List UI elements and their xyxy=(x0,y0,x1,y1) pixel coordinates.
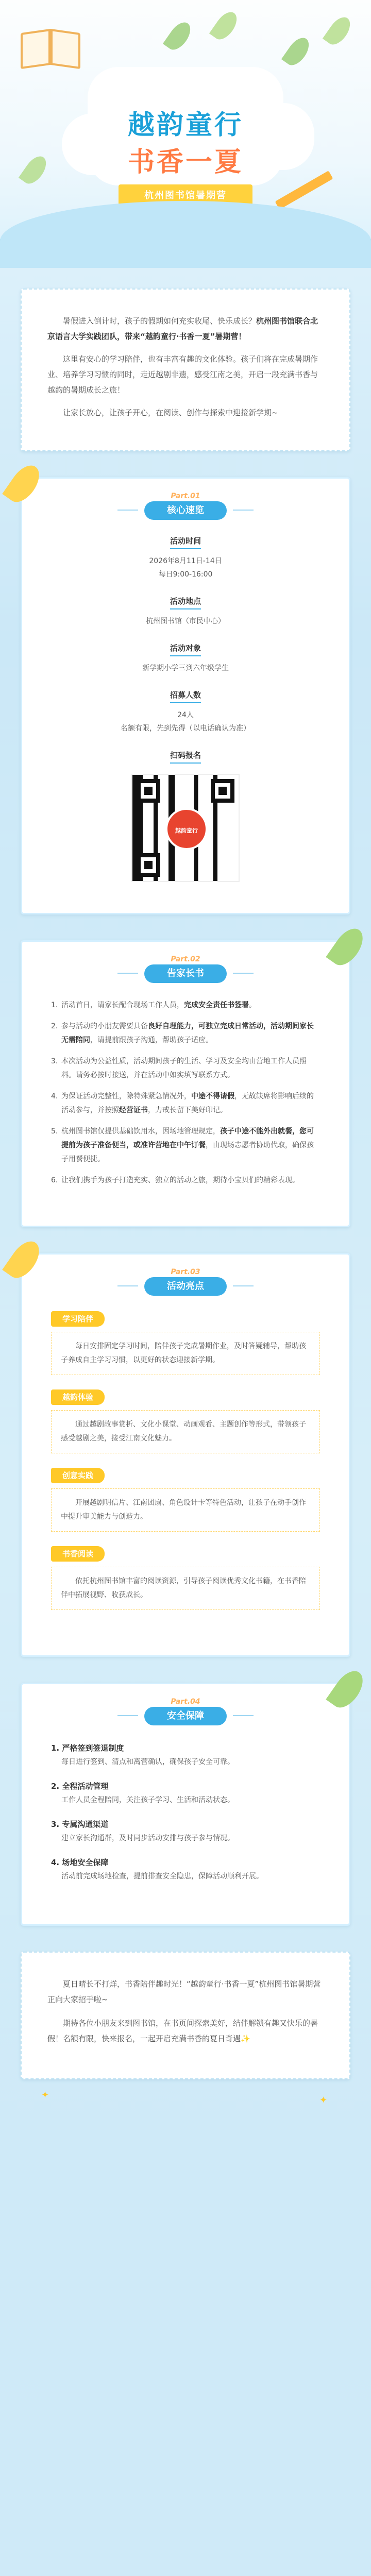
rule-text: 参与活动的小朋友需要具备 xyxy=(61,1022,148,1030)
rule-number: 2. xyxy=(51,1022,58,1030)
safety-item xyxy=(51,1855,320,1883)
rule-item xyxy=(51,1174,320,1188)
rule-bold: 良好自理能力，可独立完成日常活动，活动期间家长无需陪同 xyxy=(61,1022,314,1044)
intro-text: 暑假进入倒计时，孩子的假期如何充实收尾、快乐成长？ xyxy=(63,316,257,326)
rule-text: ，由现场志愿者协助代取，确保孩子用餐便捷。 xyxy=(61,1141,314,1163)
hero-ribbon: 杭州图书馆暑期营 xyxy=(119,184,252,207)
rule-item xyxy=(51,1055,320,1082)
section-title: 告家长书 xyxy=(144,964,227,983)
rule-text: 为保证活动完整性，除特殊紧急情况外， xyxy=(61,1092,191,1100)
intro-paragraph: 这里有安心的学习陪伴，也有丰富有趣的文化体验。孩子们将在完成暑期作业、培养学习习惯的同时，走近越剧非遗，感受江南之美，开启一段充满书香与越韵的暑期成长之旅！ xyxy=(47,354,318,395)
safety-desc: 建立家长沟通群，及时同步活动安排与孩子参与情况。 xyxy=(61,1834,234,1842)
intro-paragraph xyxy=(47,313,324,344)
part-number: Part.03 xyxy=(171,1268,200,1276)
rule-item xyxy=(51,1125,320,1166)
info-label: 招募人数 xyxy=(170,689,201,703)
part-number: Part.01 xyxy=(171,492,200,500)
highlight-item xyxy=(51,1546,320,1610)
info-value xyxy=(51,554,320,581)
hero-title-line1: 越韵童行 xyxy=(127,110,243,141)
highlight-tag: 学习陪伴 xyxy=(51,1311,105,1327)
info-label: 活动地点 xyxy=(170,596,201,609)
safety-heading: 4. 场地安全保障 xyxy=(51,1858,109,1867)
safety-heading: 1. 严格签到签退制度 xyxy=(51,1743,124,1753)
outro-card xyxy=(21,1952,350,2079)
highlight-text: 开展越剧明信片、江南团扇、角色设计卡等特色活动，让孩子在动手创作中提升审美能力与创造力。 xyxy=(51,1488,320,1532)
footer-decoration xyxy=(0,2079,371,2115)
signup-qr-code[interactable] xyxy=(131,774,240,882)
info-value-line: 每日9:00-16:00 xyxy=(158,570,213,579)
section-header xyxy=(22,492,349,523)
safety-item xyxy=(51,1817,320,1845)
highlight-tag: 创意实践 xyxy=(51,1468,105,1483)
hero-title-line2: 书香一夏 xyxy=(127,147,243,178)
highlight-item xyxy=(51,1389,320,1453)
info-value-line: 24人 xyxy=(177,711,194,719)
section-title: 安全保障 xyxy=(144,1707,227,1725)
rule-number: 3. xyxy=(51,1057,58,1065)
rule-text: ，力戒长留下美好印记。 xyxy=(148,1106,227,1114)
safety-desc: 活动前完成场地检查，提前排查安全隐患，保障活动顺利开展。 xyxy=(61,1872,263,1880)
safety-item xyxy=(51,1779,320,1807)
rule-item xyxy=(51,1020,320,1047)
rule-number: 1. xyxy=(51,1001,58,1009)
qr-corner xyxy=(137,853,160,877)
section-core-overview xyxy=(21,477,350,914)
rule-text: 。 xyxy=(249,1001,256,1009)
highlight-item xyxy=(51,1311,320,1375)
rule-number: 4. xyxy=(51,1092,58,1100)
section-header xyxy=(22,1268,349,1299)
part-number: Part.04 xyxy=(171,1698,200,1706)
intro-highlight: 杭州图书馆联合北京语言大学实践团队，带来“越韵童行·书香一夏”暑期营！ xyxy=(47,316,318,341)
info-value-line: 2026年8月11日-14日 xyxy=(149,557,222,565)
rule-text: 本次活动为公益性质，活动期间孩子的生活、学习及安全均由营地工作人员照料。请务必按时接送，并在活动中如实填写联系方式。 xyxy=(61,1057,307,1079)
info-value: 杭州图书馆（市民中心） xyxy=(146,617,225,625)
info-list xyxy=(51,535,320,882)
info-label: 活动时间 xyxy=(170,535,201,549)
outro-paragraph: 夏日晴长不打烊，书香陪伴趣时光！“越韵童行·书香一夏”杭州图书馆暑期营正向大家招手啦~ xyxy=(47,1979,321,2004)
rule-item xyxy=(51,998,320,1012)
safety-desc: 工作人员全程陪同，关注孩子学习、生活和活动状态。 xyxy=(61,1796,234,1804)
intro-paragraph: 让家长放心，让孩子开心，在阅读、创作与探索中迎接新学期~ xyxy=(63,408,278,417)
highlight-item xyxy=(51,1468,320,1532)
info-label: 扫码报名 xyxy=(170,750,201,764)
rules-list xyxy=(51,998,320,1188)
info-item xyxy=(51,596,320,628)
safety-desc: 每日进行签到、清点和离营确认，确保孩子安全可靠。 xyxy=(61,1758,234,1766)
section-parent-letter xyxy=(21,940,350,1227)
qr-corner xyxy=(137,779,160,803)
rule-number: 6. xyxy=(51,1176,58,1184)
info-value: 新学期小学三到六年级学生 xyxy=(142,664,229,672)
section-header xyxy=(22,955,349,986)
info-value-line: 名额有限，先到先得（以电话确认为准） xyxy=(121,724,250,733)
safety-heading: 3. 专属沟通渠道 xyxy=(51,1820,109,1829)
info-label: 活动对象 xyxy=(170,642,201,656)
info-item xyxy=(51,642,320,675)
info-item xyxy=(51,535,320,581)
rule-item xyxy=(51,1090,320,1117)
part-number: Part.02 xyxy=(171,955,200,963)
rule-text: 活动首日，请家长配合现场工作人员， xyxy=(61,1001,184,1009)
star-icon: ✦ xyxy=(41,2090,49,2100)
star-icon: ✦ xyxy=(319,2095,328,2106)
safety-item xyxy=(51,1741,320,1769)
highlight-text: 依托杭州图书馆丰富的阅读资源，引导孩子阅读优秀文化书籍，在书香陪伴中拓展视野、收获成长。 xyxy=(51,1567,320,1610)
rule-number: 5. xyxy=(51,1127,58,1136)
book-icon xyxy=(21,26,82,72)
rule-bold: 中途不得请假 xyxy=(191,1092,234,1100)
hero-banner xyxy=(0,0,371,268)
highlight-text: 每日安排固定学习时间，陪伴孩子完成暑期作业，及时答疑辅导，帮助孩子养成自主学习习惯，以更好的状态迎接新学期。 xyxy=(51,1332,320,1375)
rule-text: ，无故缺席将影响后续的活动参与，并按照 xyxy=(61,1092,314,1114)
safety-heading: 2. 全程活动管理 xyxy=(51,1782,109,1791)
rule-bold: 完成安全责任书签署 xyxy=(184,1001,249,1009)
qr-logo: 越韵童行 xyxy=(165,808,208,850)
section-title: 活动亮点 xyxy=(144,1277,227,1296)
rule-text: 让我们携手为孩子打造充实、独立的活动之旅，期待小宝贝们的精彩表现。 xyxy=(61,1176,299,1184)
section-safety xyxy=(21,1683,350,1926)
qr-corner xyxy=(211,779,234,803)
rule-text: 杭州图书馆仅提供基础饮用水，因场地管理规定， xyxy=(61,1127,220,1136)
highlight-tag: 越韵体验 xyxy=(51,1389,105,1405)
rule-text: ，请提前跟孩子沟通，帮助孩子适应。 xyxy=(90,1036,213,1044)
highlight-tag: 书香阅读 xyxy=(51,1546,105,1562)
section-title: 核心速览 xyxy=(144,501,227,520)
highlight-text: 通过越剧故事赏析、文化小课堂、动画观看、主题创作等形式，带领孩子感受越剧之美，接受江南文化魅力。 xyxy=(51,1410,320,1453)
info-item xyxy=(51,750,320,882)
outro-paragraph: 期待各位小朋友来到图书馆，在书页间探索美好，结伴解锁有趣又快乐的暑假！名额有限，快来报名，一起开启充满书香的夏日奇遇✨ xyxy=(47,2019,318,2043)
info-item xyxy=(51,689,320,735)
intro-card xyxy=(21,289,350,451)
rule-bold: 经营证书 xyxy=(119,1106,148,1114)
rule-bold: 孩子中途不能外出就餐，您可提前为孩子准备便当，或准许营地在中午订餐 xyxy=(61,1127,314,1149)
section-header xyxy=(22,1698,349,1728)
info-value xyxy=(51,708,320,735)
section-highlights xyxy=(21,1253,350,1657)
